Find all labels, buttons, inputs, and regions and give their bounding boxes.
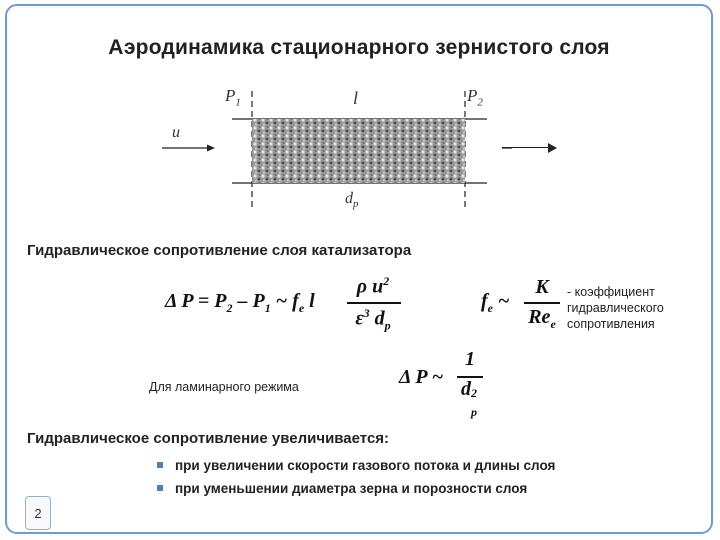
- label-length: l: [353, 88, 359, 108]
- page-number: 2: [25, 496, 51, 530]
- formula-pressure-drop: Δ $P = P_2 - P_1$ ~ $f_e$ l: [165, 290, 315, 315]
- coefficient-note: - коэффициент гидравлического сопротивления: [567, 285, 664, 331]
- formula-main-denominator: $\varepsilon^3$ $d_p$: [355, 306, 391, 333]
- label-p2: $P_2$: [467, 86, 483, 109]
- label-velocity: u: [172, 124, 180, 141]
- formula-friction-factor: $f_e$ ~: [481, 290, 510, 315]
- section-heading-increase: Гидравлическое сопротивление увеличивается:: [27, 430, 390, 447]
- packed-bed-diagram: [157, 86, 517, 221]
- label-grain-diameter: $d_p$: [345, 190, 359, 211]
- formula-fe-numerator: K: [535, 276, 549, 298]
- bullet-icon: [157, 462, 163, 468]
- bullet-list: [157, 458, 555, 504]
- list-item: при уменьшении диаметра зерна и порозности слоя: [157, 481, 555, 504]
- bullet-icon: [157, 485, 163, 491]
- section-heading-resistance: Гидравлическое сопротивление слоя катализатора: [27, 242, 412, 259]
- catalyst-bed: [252, 119, 465, 183]
- laminar-label: Для ламинарного режима: [149, 380, 299, 394]
- formula-laminar-numerator: 1: [465, 348, 475, 370]
- slide-title: Аэродинамика стационарного зернистого слоя: [108, 36, 610, 59]
- packed-bed-svg: [157, 86, 517, 221]
- formula-main-numerator: ρ $u^2$: [356, 274, 390, 298]
- formula-laminar-denominator: d 2 p: [461, 378, 477, 419]
- outflow-arrow: [502, 147, 550, 148]
- arrow-head-icon: [548, 143, 557, 153]
- label-p1: $P_1$: [225, 86, 241, 109]
- fraction-bar: [347, 302, 401, 304]
- slide: [5, 4, 713, 534]
- fraction-bar: [524, 302, 560, 304]
- formula-fe-denominator: $Re_e$: [528, 306, 556, 331]
- list-item: при увеличении скорости газового потока и длины слоя: [157, 458, 555, 481]
- formula-laminar: Δ P ~: [399, 366, 444, 388]
